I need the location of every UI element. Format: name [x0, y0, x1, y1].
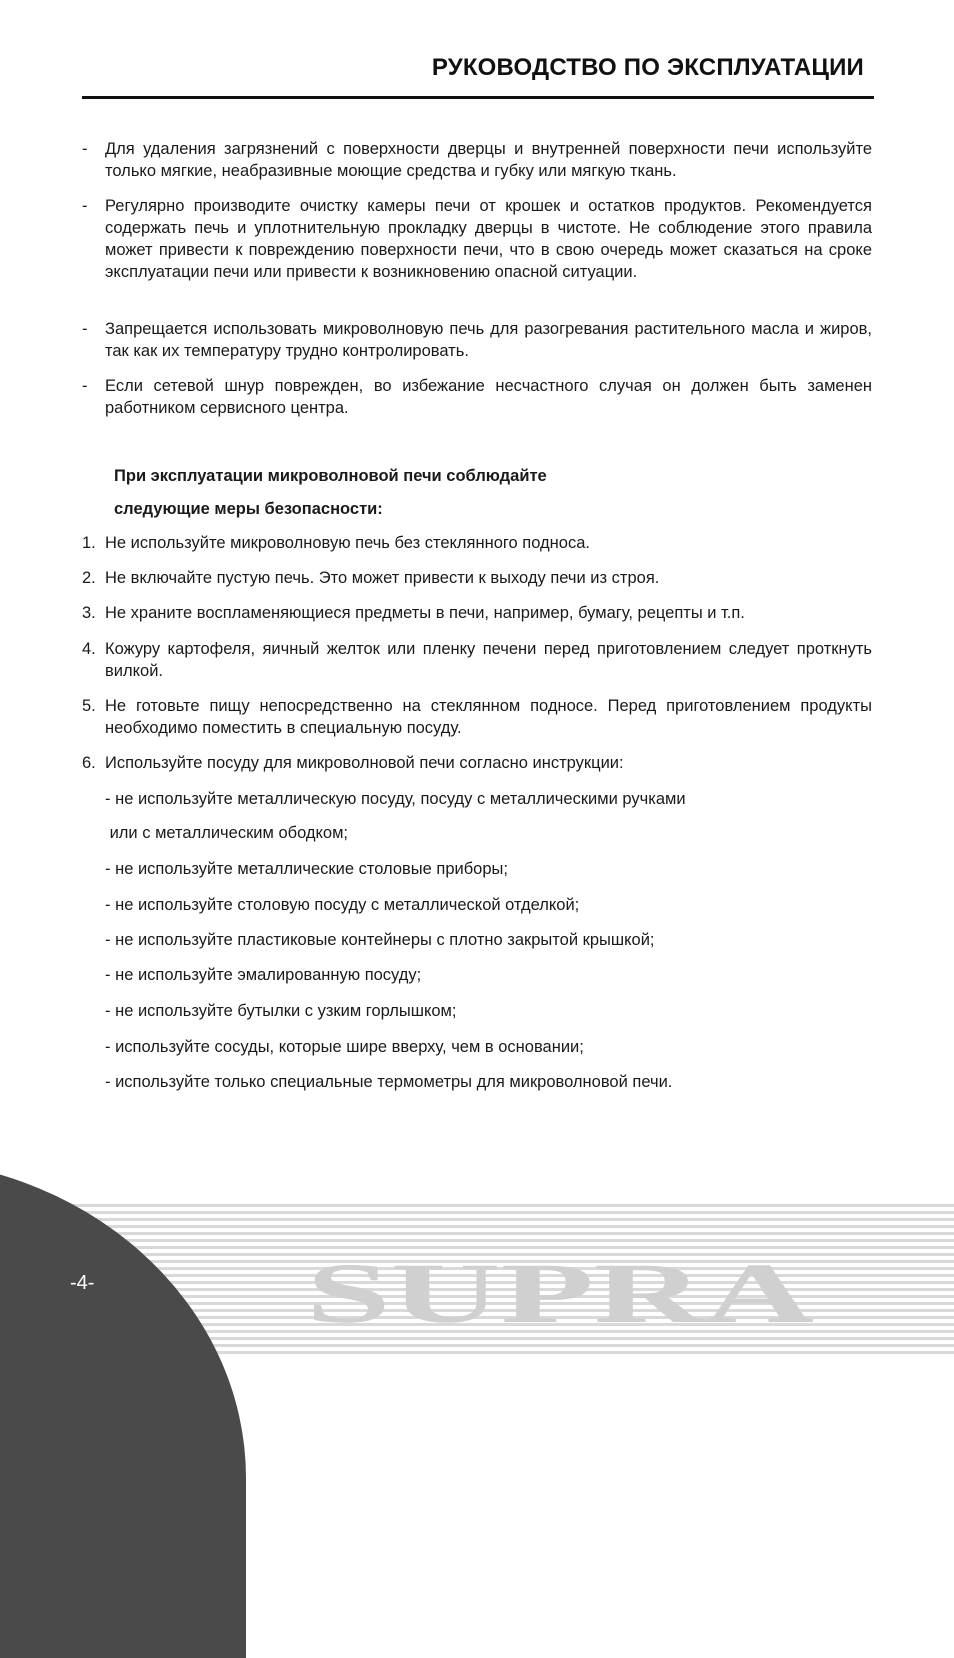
item-number: 2.: [82, 569, 96, 587]
list-item: [82, 138, 872, 182]
numbered-item: [82, 638, 872, 682]
page-number: -4-: [70, 1272, 95, 1294]
bullet-text: Запрещается использовать микроволновую печь для разогревания растительного масла и жиров, так как их температуру трудно контролировать.: [105, 320, 872, 360]
bullet-text: Регулярно производите очистку камеры печи от крошек и остатков продуктов. Рекомендуется содержать печь и уплотнительную прокладку дверцы в чистоте. Не соблюдение этого правила может привести к повреждению поверхности печи, что в свою очередь может сказаться на сроке эксплуатации печи или привести к возникновению опасной ситуации.: [105, 197, 872, 281]
section-heading-continued: следующие меры безопасности:: [114, 500, 383, 518]
numbered-item: [82, 752, 872, 774]
item-number: 4.: [82, 640, 96, 658]
sub-item: - не используйте металлическую посуду, посуду с металлическими ручками: [105, 790, 686, 808]
item-text: Используйте посуду для микроволновой печи согласно инструкции:: [105, 754, 624, 772]
item-text: Кожуру картофеля, яичный желток или пленку печени перед приготовлением следует проткнуть вилкой.: [105, 640, 872, 680]
bullet-marker: -: [82, 140, 88, 158]
item-text: Не готовьте пищу непосредственно на стеклянном подносе. Перед приготовлением продукты необходимо поместить в специальную посуду.: [105, 697, 872, 737]
sub-item: - не используйте пластиковые контейнеры с плотно закрытой крышкой;: [105, 931, 655, 949]
numbered-item: [82, 567, 872, 589]
sub-item: - не используйте столовую посуду с металлической отделкой;: [105, 896, 580, 914]
item-number: 3.: [82, 604, 96, 622]
brand-logo-text: SUPRA: [306, 1250, 814, 1330]
item-number: 5.: [82, 697, 96, 715]
numbered-item: [82, 532, 872, 554]
list-item: [82, 195, 872, 283]
bullet-marker: -: [82, 377, 88, 395]
list-item: [82, 375, 872, 419]
numbered-item: [82, 602, 872, 624]
brand-logo: [306, 1250, 826, 1330]
item-text: Не включайте пустую печь. Это может привести к выходу печи из строя.: [105, 569, 660, 587]
bullet-marker: -: [82, 320, 88, 338]
sub-item: - используйте сосуды, которые шире вверху, чем в основании;: [105, 1038, 584, 1056]
sub-item: - не используйте бутылки с узким горлышком;: [105, 1002, 457, 1020]
numbered-item: [82, 695, 872, 739]
sub-item: или с металлическим ободком;: [105, 824, 349, 842]
page-title: РУКОВОДСТВО ПО ЭКСПЛУАТАЦИИ: [431, 54, 864, 81]
section-heading: При эксплуатации микроволновой печи соблюдайте: [114, 467, 547, 485]
item-number: 1.: [82, 534, 96, 552]
sub-item: - не используйте эмалированную посуду;: [105, 966, 422, 984]
list-item: [82, 318, 872, 362]
item-number: 6.: [82, 754, 96, 772]
sub-item: - не используйте металлические столовые приборы;: [105, 860, 508, 878]
item-text: Не используйте микроволновую печь без стеклянного подноса.: [105, 534, 590, 552]
bullet-marker: -: [82, 197, 88, 215]
bullet-text: Если сетевой шнур поврежден, во избежание несчастного случая он должен быть заменен работником сервисного центра.: [105, 377, 872, 417]
bullet-text: Для удаления загрязнений с поверхности дверцы и внутренней поверхности печи используйте только мягкие, неабразивные моющие средства и губку или мягкую ткань.: [105, 140, 872, 180]
sub-item: - используйте только специальные термометры для микроволновой печи.: [105, 1073, 673, 1091]
header-divider: [82, 96, 874, 99]
item-text: Не храните воспламеняющиеся предметы в печи, например, бумагу, рецепты и т.п.: [105, 604, 745, 622]
